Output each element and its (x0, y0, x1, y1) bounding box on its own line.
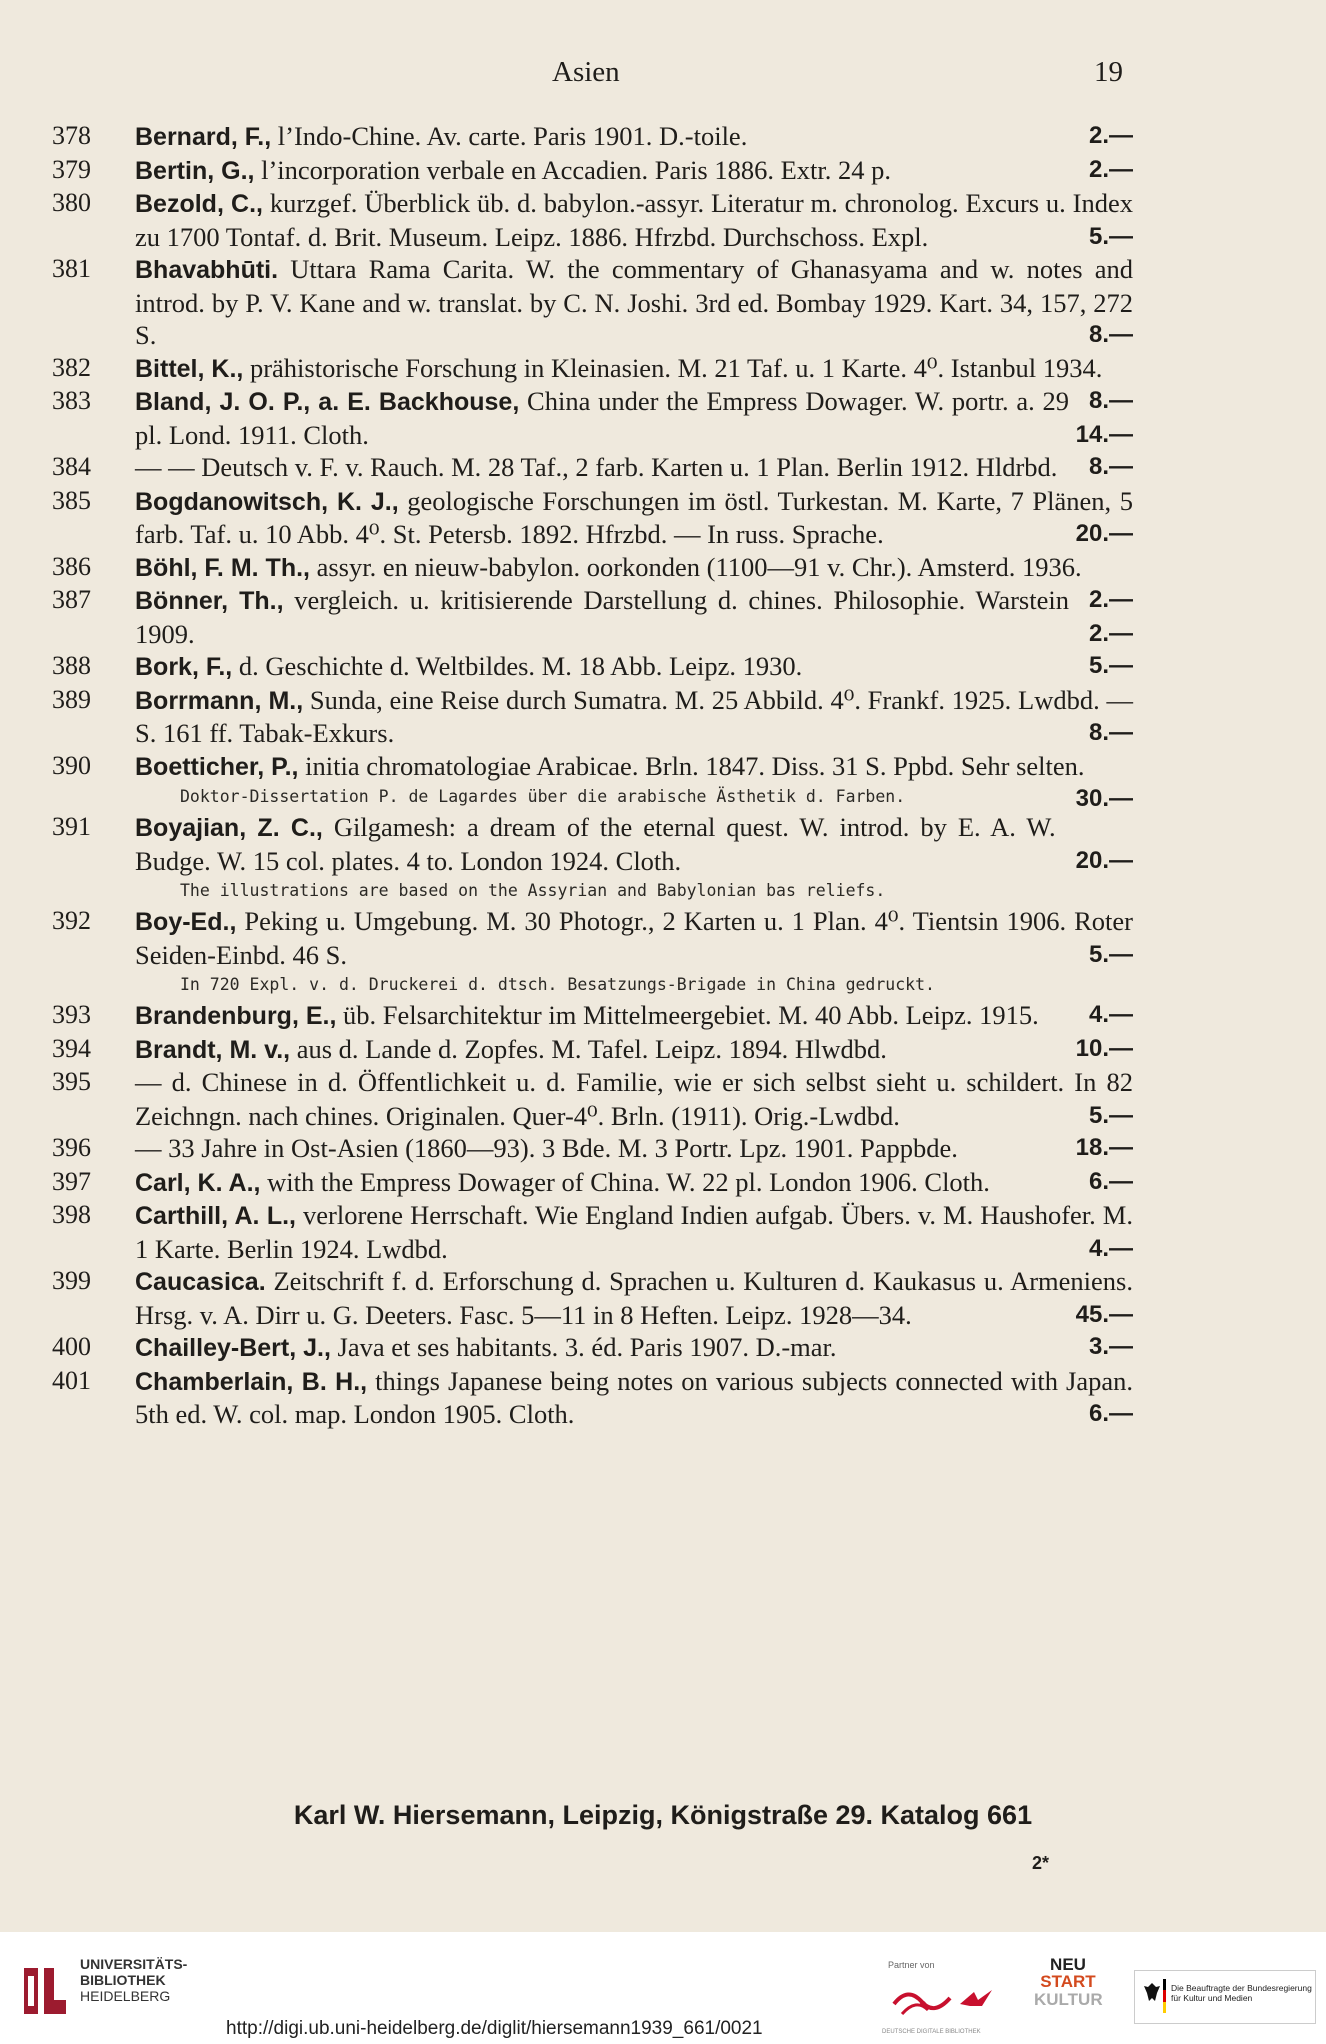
entry-number: 398 (52, 1200, 91, 1229)
entry-number: 397 (52, 1166, 91, 1196)
entry-description: üb. Felsarchitektur im Mittelmeergebiet. M. 40 Abb. Leipz. 1915. (336, 1000, 1039, 1030)
entry-author: Bönner, Th., (135, 587, 284, 615)
entry-text (135, 1199, 1133, 1265)
library-name-line2: BIBLIOTHEK (80, 1972, 166, 1988)
entry-description: — 33 Jahre in Ost-Asien (1860—93). 3 Bde. M. 3 Portr. Lpz. 1901. Pappbde. (135, 1133, 958, 1163)
entry-number: 389 (52, 684, 91, 714)
neustart-line1: NEU (1050, 1955, 1086, 1974)
entry-text (135, 1066, 1133, 1132)
entry-number: 379 (52, 154, 91, 184)
catalog-entry (0, 485, 1326, 551)
entry-text (135, 650, 1133, 684)
entry-description: China under the Empress Dowager. W. portr. a. 29 pl. Lond. 1911. Cloth. (135, 386, 1069, 450)
library-name-line3: HEIDELBERG (80, 1988, 171, 2004)
entry-price: 8.— (1088, 453, 1133, 480)
catalog-entry (0, 811, 1326, 905)
entry-author: Boyajian, Z. C., (135, 814, 323, 842)
publisher-line: Karl W. Hiersemann, Leipzig, Königstraße 29. Katalog 661 (293, 1800, 1033, 1830)
entry-text (135, 1331, 1133, 1365)
entry-author: Chamberlain, B. H., (135, 1367, 368, 1396)
page-number: 19 (1094, 56, 1123, 88)
entry-price: 8.— (1088, 321, 1133, 348)
entry-description: Sunda, eine Reise durch Sumatra. M. 25 Abbild. 4⁰. Frankf. 1925. Lwdbd. — S. 161 ff. Tabak-Exkurs. (135, 684, 1133, 748)
entry-author: Böhl, F. M. Th., (135, 553, 310, 582)
entry-author: Bezold, C., (135, 190, 263, 218)
entry-price: 5.— (1088, 652, 1133, 679)
entry-author: Brandenburg, E., (135, 1002, 337, 1030)
entry-description: prähistorische Forschung in Kleinasien. M. 21 Taf. u. 1 Karte. 4⁰. Istanbul 1934. (243, 352, 1103, 383)
entry-price: 20.— (1075, 846, 1133, 874)
catalog-entry (0, 154, 1326, 188)
entry-price: 2.— (1088, 155, 1133, 183)
catalog-entry (0, 584, 1326, 650)
entry-author: Carthill, A. L., (135, 1202, 296, 1230)
entry-price: 6.— (1088, 1167, 1133, 1195)
entry-description: aus d. Lande d. Zopfes. M. Tafel. Leipz. 1894. Hlwdbd. (290, 1033, 887, 1064)
catalog-entry (0, 1331, 1326, 1365)
entry-number: 383 (52, 386, 91, 415)
entry-price: 3.— (1088, 1333, 1133, 1360)
library-name-line1: UNIVERSITÄTS- (80, 1956, 188, 1972)
entry-author: Brandt, M. v., (135, 1035, 291, 1064)
entry-price: 2.— (1088, 619, 1133, 647)
catalog-entry (0, 905, 1326, 999)
entry-number: 378 (52, 121, 91, 150)
catalog-entry (0, 253, 1326, 352)
entry-number: 390 (52, 750, 91, 780)
entry-price: 8.— (1088, 387, 1133, 414)
entry-text (135, 1265, 1133, 1331)
entry-description: Java et ses habitants. 3. éd. Paris 1907. D.-mar. (330, 1332, 837, 1362)
entry-description: Zeitschrift f. d. Erforschung d. Sprachen u. Kulturen d. Kaukasus u. Armeniens. Hrsg. v. A. Dirr u. G. Deeters. Fasc. 5—11 in 8 Heften. Leipz. 1928—34. (135, 1266, 1133, 1330)
entry-note: In 720 Expl. v. d. Druckerei d. dtsch. Besatzungs-Brigade in China gedruckt. (180, 975, 935, 994)
bird-logo-icon (956, 1984, 996, 2014)
entry-price: 4.— (1088, 1001, 1133, 1028)
catalog-entry (0, 1166, 1326, 1200)
entry-number: 387 (52, 585, 91, 614)
entry-text (135, 1166, 1133, 1200)
entry-text (135, 253, 1133, 352)
entry-author: Caucasica. (135, 1268, 266, 1296)
catalog-entry (0, 750, 1326, 812)
entry-text (135, 485, 1133, 551)
entry-description: — d. Chinese in d. Öffentlichkeit u. d. Familie, wie er sich selbst sieht u. schildert. In 82 Zeichngn. nach chines. Originalen. Quer-4⁰. Brln. (1911). Orig.-Lwdbd. (135, 1067, 1133, 1131)
entry-price: 6.— (1088, 1400, 1133, 1427)
flag-stripe-icon (1163, 1979, 1166, 2013)
entry-price: 5.— (1088, 222, 1133, 250)
entry-description: — — Deutsch v. F. v. Rauch. M. 28 Taf., 2 farb. Karten u. 1 Plan. Berlin 1912. Hldrbd. (135, 452, 1058, 482)
entry-number: 386 (52, 551, 91, 581)
entry-price: 45.— (1075, 1300, 1133, 1328)
entry-description: with the Empress Dowager of China. W. 22 pl. London 1906. Cloth. (260, 1166, 990, 1197)
entry-number: 399 (52, 1266, 91, 1295)
catalog-entry (0, 1033, 1326, 1067)
entry-description: Peking u. Umgebung. M. 30 Photogr., 2 Karten u. 1 Plan. 4⁰. Tientsin 1906. Roter Seiden-Einbd. 46 S. (135, 906, 1133, 970)
catalog-entry (0, 1066, 1326, 1132)
bkm-text (1171, 1983, 1312, 2003)
entry-price: 18.— (1075, 1134, 1133, 1161)
entry-note: Doktor-Dissertation P. de Lagardes über die arabische Ästhetik d. Farben. (180, 787, 906, 806)
bkm-line1: Die Beauftragte der Bundesregierung (1171, 1983, 1312, 1993)
catalog-entry (0, 684, 1326, 750)
page-title: Asien (552, 56, 620, 88)
entry-author: Bittel, K., (135, 354, 244, 383)
entry-text (135, 684, 1133, 750)
library-name (80, 1956, 187, 2004)
entry-author: Borrmann, M., (135, 686, 304, 715)
entry-list (0, 120, 1326, 1431)
catalog-entry (0, 451, 1326, 485)
entry-description: vergleich. u. kritisierende Darstellung d. chines. Philosophie. Warstein 1909. (135, 585, 1069, 649)
entry-author: Bernard, F., (135, 123, 272, 151)
entry-description: initia chromatologiae Arabicae. Brln. 1847. Diss. 31 S. Ppbd. Sehr selten. (298, 750, 1085, 781)
entry-description: l’incorporation verbale en Accadien. Paris 1886. Extr. 24 p. (254, 154, 892, 185)
entry-text (135, 584, 1133, 650)
entry-text (135, 905, 1133, 971)
bkm-line2: für Kultur und Medien (1171, 1993, 1253, 2003)
entry-text (135, 120, 1133, 154)
entry-number: 394 (52, 1033, 91, 1063)
entry-number: 393 (52, 1000, 91, 1029)
entry-number: 400 (52, 1332, 91, 1361)
catalog-entry (0, 1365, 1326, 1431)
federal-eagle-icon (1143, 1981, 1161, 2003)
catalog-entry (0, 1132, 1326, 1166)
catalog-entry (0, 999, 1326, 1033)
entry-description: assyr. en nieuw-babylon. oorkonden (1100—91 v. Chr.). Amsterd. 1936. (309, 551, 1082, 582)
entry-author: Boy-Ed., (135, 908, 237, 936)
signature-mark: 2* (1032, 1853, 1050, 1873)
entry-note: The illustrations are based on the Assyrian and Babylonian bas reliefs. (180, 881, 886, 900)
page-header (0, 56, 1326, 100)
catalog-entry (0, 1265, 1326, 1331)
catalog-entry (0, 1199, 1326, 1265)
entry-price: 10.— (1075, 1034, 1133, 1062)
entry-text (135, 999, 1133, 1033)
catalog-entry (0, 187, 1326, 253)
entry-text (135, 1365, 1133, 1431)
entry-number: 391 (52, 812, 91, 841)
entry-price: 14.— (1075, 420, 1133, 448)
entry-description: d. Geschichte d. Weltbildes. M. 18 Abb. Leipz. 1930. (232, 651, 803, 681)
catalog-entry (0, 650, 1326, 684)
entry-author: Bhavabhūti. (135, 256, 279, 284)
entry-text (135, 811, 1133, 877)
entry-price: 5.— (1088, 1101, 1133, 1129)
entry-text (135, 385, 1133, 451)
entry-number: 380 (52, 188, 91, 217)
entry-author: Carl, K. A., (135, 1168, 261, 1197)
viewer-bottom-bar (0, 1932, 1326, 2044)
catalog-entry (0, 385, 1326, 451)
neustart-line3: KULTUR (1034, 1990, 1103, 2009)
entry-text (135, 1033, 1133, 1067)
entry-number: 385 (52, 485, 91, 515)
entry-text (135, 154, 1133, 188)
entry-price: 8.— (1088, 719, 1133, 746)
entry-text (135, 451, 1133, 485)
entry-text (135, 187, 1133, 253)
entry-description: verlorene Herrschaft. Wie England Indien aufgab. Übers. v. M. Haushofer. M. 1 Karte. Berlin 1924. Lwdbd. (135, 1200, 1133, 1264)
neustart-kultur-logo (1034, 1956, 1102, 2030)
entry-author: Bork, F., (135, 653, 233, 681)
entry-author: Chailley-Bert, J., (135, 1334, 331, 1362)
entry-author: Bland, J. O. P., a. E. Backhouse, (135, 388, 520, 416)
partner-label: Partner von (888, 1960, 935, 1970)
university-library-logo-icon (14, 1960, 76, 2022)
entry-description: things Japanese being notes on various subjects connected with Japan. 5th ed. W. col. map. London 1905. Cloth. (135, 1365, 1133, 1429)
entry-author: Bogdanowitsch, K. J., (135, 487, 399, 516)
entry-description: kurzgef. Überblick üb. d. babylon.-assyr. Literatur m. chronolog. Excurs u. Index zu 1700 Tontaf. d. Brit. Museum. Leipz. 1886. Hfrzbd. Durchschoss. Expl. (135, 188, 1133, 252)
entry-number: 382 (52, 352, 91, 382)
ddb-logo-icon (888, 1980, 958, 2028)
entry-author: Bertin, G., (135, 156, 255, 185)
entry-number: 395 (52, 1067, 91, 1096)
catalog-entry (0, 120, 1326, 154)
entry-description: l’Indo-Chine. Av. carte. Paris 1901. D.-toile. (271, 121, 748, 151)
entry-number: 392 (52, 906, 91, 935)
entry-price: 2.— (1088, 586, 1133, 613)
entry-price: 30.— (1075, 785, 1133, 812)
entry-price: 4.— (1088, 1234, 1133, 1262)
entry-description: Uttara Rama Carita. W. the commentary of Ghanasyama and w. notes and introd. by P. V. Kane and w. translat. by C. N. Joshi. 3rd ed. Bombay 1929. Kart. 34, 157, 272 S. (135, 254, 1133, 350)
entry-number: 381 (52, 254, 91, 283)
entry-author: Boetticher, P., (135, 752, 299, 781)
entry-number: 384 (52, 452, 91, 481)
bkm-logo (1134, 1970, 1316, 2024)
entry-description: Gilgamesh: a dream of the eternal quest. W. introd. by E. A. W. Budge. W. 15 col. plates. 4 to. London 1924. Cloth. (135, 812, 1056, 876)
entry-number: 396 (52, 1133, 91, 1162)
entry-number: 401 (52, 1365, 91, 1395)
ddb-caption: DEUTSCHE DIGITALE BIBLIOTHEK (882, 2029, 981, 2035)
entry-price: 5.— (1088, 940, 1133, 968)
neustart-line2: START (1040, 1972, 1096, 1991)
permalink-url[interactable]: http://digi.ub.uni-heidelberg.de/diglit/hiersemann1939_661/0021 (226, 2018, 763, 2039)
entry-number: 388 (52, 651, 91, 680)
entry-text (135, 1132, 1133, 1166)
entry-price: 2.— (1088, 122, 1133, 149)
entry-description: geologische Forschungen im östl. Turkestan. M. Karte, 7 Plänen, 5 farb. Taf. u. 10 Abb. 4⁰. St. Petersb. 1892. Hfrzbd. — In russ. Sprache. (135, 485, 1133, 549)
entry-price: 20.— (1075, 520, 1133, 547)
